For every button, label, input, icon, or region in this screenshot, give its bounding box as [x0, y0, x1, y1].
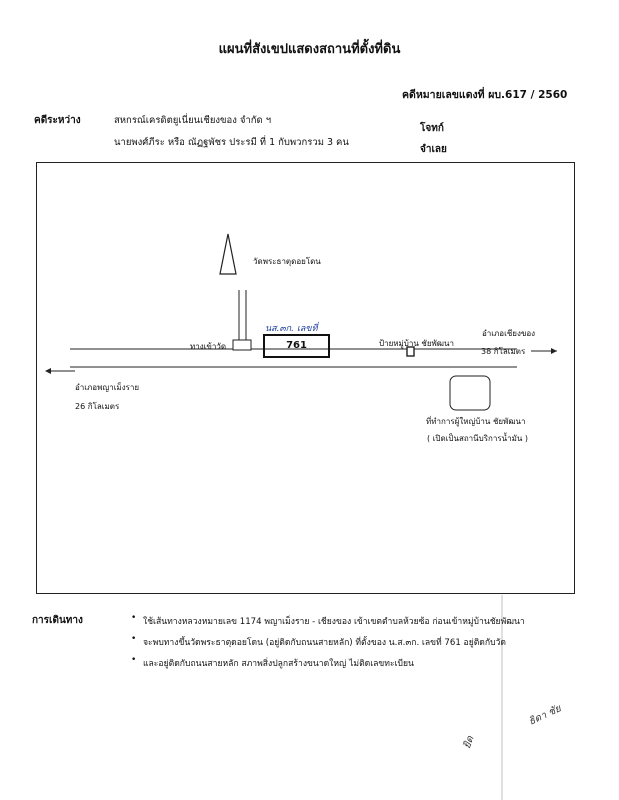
page-title: แผนที่สังเขปแสดงสถานที่ตั้งที่ดิน: [218, 42, 401, 57]
defendant-name: นายพงศ์ภีระ หรือ ณัฏฐพัชร ประรมี ที่ 1 กับพวกรวม 3 คน: [114, 137, 349, 148]
plot-number-box: 761: [263, 334, 330, 358]
case-number: คดีหมายเลขแดงที่ ผบ.617 / 2560: [402, 89, 568, 101]
arrow-right-icon: [551, 348, 557, 354]
route-step-3: และอยู่ติดกับถนนสายหลัก สภาพสิ่งปลูกสร้างขนาดใหญ่ ไม่ติดเลขทะเบียน: [143, 659, 414, 669]
signature-2: ธิดา ชัย: [527, 703, 563, 728]
signature-1: ยิด: [461, 734, 477, 751]
to-chiang-khong-distance: 38 กิโลเมตร: [481, 347, 526, 356]
temple-entrance-label: ทางเข้าวัด: [190, 342, 227, 351]
to-phaya-mengrai-label: อำเภอพญาเม็งราย: [75, 383, 140, 392]
to-phaya-mengrai-distance: 26 กิโลเมตร: [75, 402, 120, 411]
route-label: การเดินทาง: [32, 615, 83, 626]
bullet: •: [131, 634, 137, 644]
defendant-role: จำเลย: [420, 144, 447, 155]
plaintiff-role: โจทก์: [420, 123, 444, 134]
headman-office-label: ที่ทำการผู้ใหญ่บ้าน ชัยพัฒนา: [426, 417, 526, 426]
temple-icon: [220, 234, 236, 274]
to-chiang-khong-label: อำเภอเชียงของ: [482, 329, 536, 338]
route-step-2: จะพบทางขึ้นวัดพระธาตุดอยโดน (อยู่ติดกับถนนสายหลัก) ที่ตั้งของ น.ส.๓ก. เลขที่ 761 อยู่ติดกับวัด: [143, 638, 506, 648]
bullet: •: [131, 613, 137, 623]
village-sign-label: ป้ายหมู่บ้าน ชัยพัฒนา: [379, 339, 454, 348]
plaintiff-name: สหกรณ์เครดิตยูเนี่ยนเชียงของ จำกัด ฯ: [114, 115, 272, 126]
headman-office-note: ( เปิดเป็นสถานีบริการน้ำมัน ): [427, 434, 529, 443]
arrow-left-icon: [45, 368, 51, 374]
route-step-1: ใช้เส้นทางหลวงหมายเลข 1174 พญาเม็งราย - เชียงของ เข้าเขตตำบลห้วยซ้อ ก่อนเข้าหมู่บ้านชัยพัฒนา: [143, 617, 525, 627]
bullet: •: [131, 655, 137, 665]
temple-label: วัดพระธาตุดอยโดน: [253, 257, 321, 266]
headman-office-icon: [450, 376, 490, 410]
between-label: คดีระหว่าง: [34, 115, 81, 126]
handwritten-note: นส.๓ก. เลขที่: [265, 324, 318, 334]
entrance-gate-icon: [233, 340, 251, 350]
